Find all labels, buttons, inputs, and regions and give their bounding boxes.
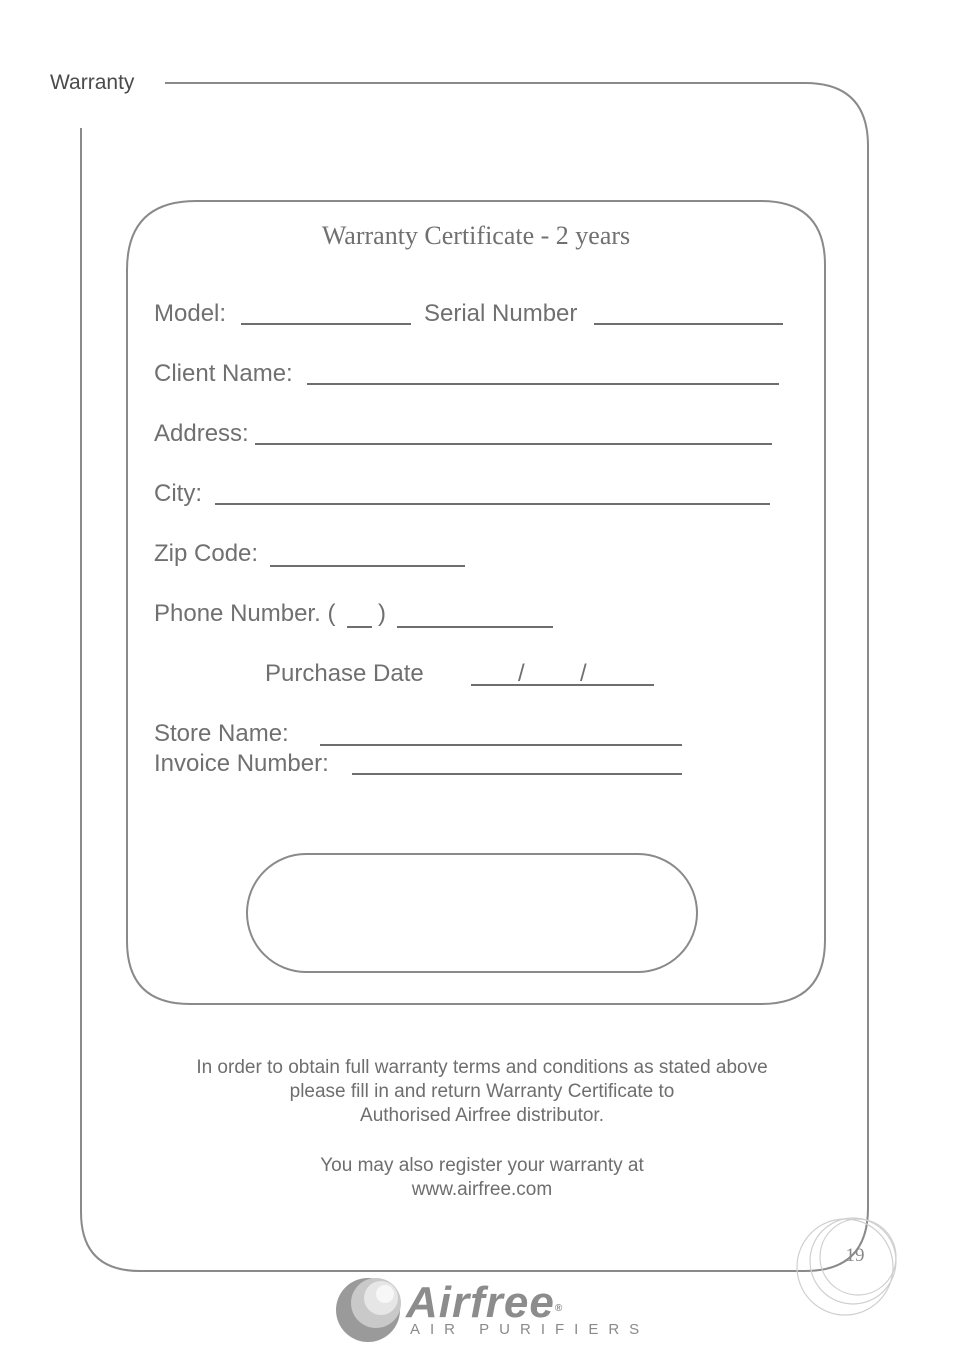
- certificate-title: Warranty Certificate - 2 years: [321, 221, 631, 250]
- notes-line-2: please fill in and return Warranty Certificate to: [289, 1081, 675, 1102]
- serial-number-label: Serial Number: [424, 300, 578, 327]
- address-label: Address:: [154, 420, 249, 447]
- date-separator: /: [580, 660, 587, 687]
- notes-line-1: In order to obtain full warranty terms and conditions as stated above: [196, 1057, 768, 1078]
- client-name-field[interactable]: [307, 383, 779, 385]
- city-field[interactable]: [215, 503, 770, 505]
- model-label: Model:: [154, 300, 227, 327]
- brand-name: Airfree: [406, 1278, 555, 1327]
- notes-line-4: You may also register your warranty at: [320, 1155, 644, 1176]
- phone-area-code-field[interactable]: [347, 626, 372, 628]
- date-separator: /: [518, 660, 525, 687]
- airfree-logo-globe: [336, 1278, 401, 1342]
- model-field[interactable]: [241, 323, 411, 325]
- registered-mark: ®: [554, 1303, 564, 1314]
- client-name-label: Client Name:: [154, 360, 293, 387]
- brand-logo-text: [406, 1278, 564, 1327]
- page-number: 19: [845, 1245, 865, 1266]
- brand-tagline: AIR PURIFIERS: [410, 1321, 650, 1338]
- serial-number-field[interactable]: [594, 323, 783, 325]
- invoice-number-label: Invoice Number:: [154, 750, 329, 777]
- address-field[interactable]: [255, 443, 772, 445]
- purchase-date-field[interactable]: [471, 684, 654, 686]
- purchase-date-label: Purchase Date: [265, 660, 424, 687]
- phone-paren-close: ): [378, 600, 386, 627]
- website-link: www.airfree.com: [411, 1179, 553, 1200]
- zip-code-label: Zip Code:: [154, 540, 259, 567]
- city-label: City:: [154, 480, 202, 507]
- store-name-label: Store Name:: [154, 720, 289, 747]
- stamp-box: [247, 854, 697, 972]
- section-title: Warranty: [50, 71, 135, 94]
- phone-number-label: Phone Number. (: [154, 600, 336, 627]
- notes-line-3: Authorised Airfree distributor.: [360, 1105, 604, 1126]
- store-name-field[interactable]: [320, 744, 682, 746]
- phone-number-field[interactable]: [397, 626, 553, 628]
- invoice-number-field[interactable]: [352, 773, 682, 775]
- zip-code-field[interactable]: [270, 565, 465, 567]
